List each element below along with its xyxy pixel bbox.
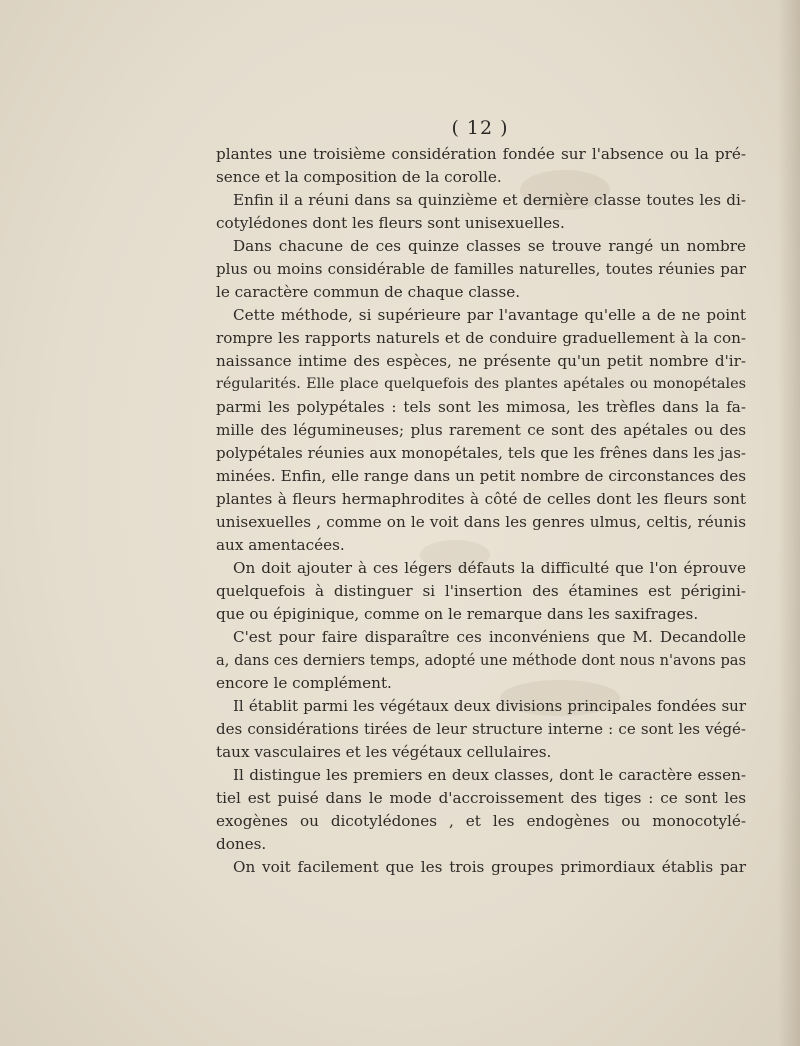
text-line: encore le complément.: [216, 674, 392, 692]
text-line: polypétales réunies aux monopétales, tels que les frênes dans les jas-: [216, 444, 746, 462]
text-line: Cette méthode, si supérieure par l'avantage qu'elle a de ne point: [233, 306, 746, 324]
text-line: On doit ajouter à ces légers défauts la difficulté que l'on éprouve: [233, 559, 746, 577]
text-line: régularités. Elle place quelquefois des plantes apétales ou monopétales: [216, 376, 746, 392]
text-line: cotylédones dont les fleurs sont unisexuelles.: [216, 214, 565, 232]
text-line: sence et la composition de la corolle.: [216, 168, 502, 186]
text-line: Dans chacune de ces quinze classes se trouve rangé un nombre: [233, 237, 746, 255]
text-line: dones.: [216, 835, 267, 853]
text-line: parmi les polypétales : tels sont les mimosa, les trèfles dans la fa-: [216, 398, 746, 416]
text-line: mille des légumineuses; plus rarement ce sont des apétales ou des: [216, 421, 746, 439]
text-line: Il distingue les premiers en deux classes, dont le caractère essen-: [233, 766, 746, 784]
text-line: aux amentacées.: [216, 536, 345, 554]
text-line: exogènes ou dicotylédones , et les endogènes ou monocotylé-: [216, 812, 746, 830]
text-line: rompre les rapports naturels et de conduire graduellement à la con-: [216, 329, 746, 347]
text-line: taux vasculaires et les végétaux cellulaires.: [216, 743, 552, 761]
text-line: tiel est puisé dans le mode d'accroissement des tiges : ce sont les: [216, 789, 746, 807]
text-line: plus ou moins considérable de familles naturelles, toutes réunies par: [216, 260, 746, 278]
text-line: des considérations tirées de leur structure interne : ce sont les végé-: [216, 720, 746, 738]
spine-shadow: [778, 0, 800, 1046]
text-line: unisexuelles , comme on le voit dans les genres ulmus, celtis, réunis: [216, 513, 746, 531]
text-line: Enfin il a réuni dans sa quinzième et dernière classe toutes les di-: [233, 191, 746, 209]
text-line: naissance intime des espèces, ne présente qu'un petit nombre d'ir-: [216, 352, 746, 370]
text-line: le caractère commun de chaque classe.: [216, 283, 521, 301]
page-number: ( 12 ): [451, 117, 509, 139]
text-line: Il établit parmi les végétaux deux divisions principales fondées sur: [233, 697, 746, 715]
text-line: minées. Enfin, elle range dans un petit nombre de circonstances des: [216, 467, 746, 485]
text-line: On voit facilement que les trois groupes primordiaux établis par: [233, 858, 746, 876]
text-line: C'est pour faire disparaître ces inconvéniens que M. Decandolle: [233, 628, 746, 646]
body-text: [216, 143, 746, 879]
text-line: plantes une troisième considération fondée sur l'absence ou la pré-: [216, 145, 746, 163]
text-line: que ou épiginique, comme on le remarque dans les saxifrages.: [216, 605, 699, 623]
text-line: a, dans ces derniers temps, adopté une méthode dont nous n'avons pas: [216, 652, 746, 669]
text-line: quelquefois à distinguer si l'insertion des étamines est périgini-: [216, 582, 746, 600]
text-line: plantes à fleurs hermaphrodites à côté de celles dont les fleurs sont: [216, 490, 746, 508]
